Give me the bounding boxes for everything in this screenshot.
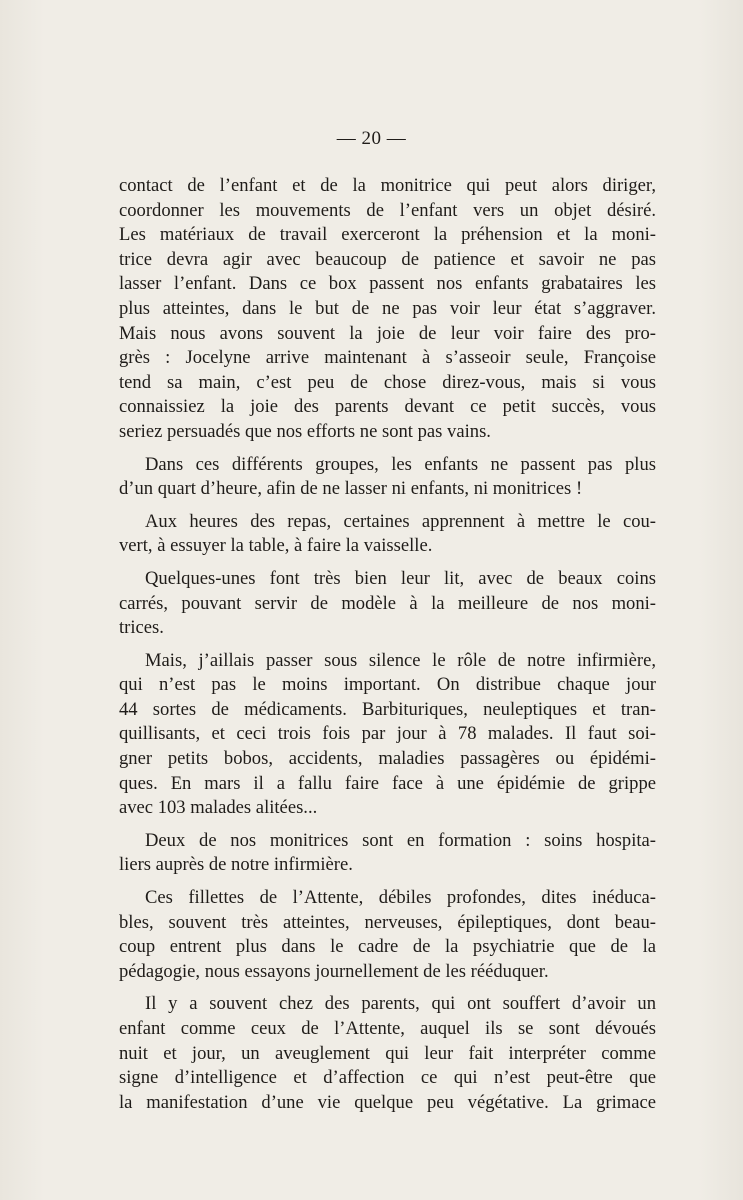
paragraph	[119, 174, 656, 445]
text-line: signe d’intelligence et d’affection ce qui n’est peut-être que	[119, 1067, 656, 1089]
text-line: vert, à essuyer la table, à faire la vaisselle.	[119, 535, 433, 557]
text-line: d’un quart d’heure, afin de ne lasser ni enfants, ni monitrices !	[119, 478, 583, 500]
text-line: tend sa main, c’est peu de chose direz-vous, mais si vous	[119, 371, 656, 393]
text-line: Mais nous avons souvent la joie de leur voir faire des pro-	[119, 322, 656, 344]
text-line: quillisants, et ceci trois fois par jour à 78 malades. Il faut soi-	[119, 723, 656, 745]
paragraph	[119, 510, 656, 559]
text-line: coordonner les mouvements de l’enfant vers un objet désiré.	[119, 199, 656, 221]
text-line: carrés, pouvant servir de modèle à la meilleure de nos moni-	[119, 592, 656, 614]
paragraph	[119, 886, 656, 984]
text-line: Il y a souvent chez des parents, qui ont souffert d’avoir un	[145, 993, 656, 1015]
text-line: lasser l’enfant. Dans ce box passent nos enfants grabataires les	[119, 273, 656, 295]
paragraph	[119, 453, 656, 502]
page-number: — 20 —	[336, 128, 407, 149]
paragraph	[119, 567, 656, 641]
text-line: connaissiez la joie des parents devant ce petit succès, vous	[119, 396, 656, 418]
text-line: qui n’est pas le moins important. On distribue chaque jour	[119, 674, 656, 696]
paragraph	[119, 829, 656, 878]
paragraph	[119, 992, 656, 1115]
text-line: grès : Jocelyne arrive maintenant à s’asseoir seule, Françoise	[119, 347, 656, 369]
text-line: nuit et jour, un aveuglement qui leur fait interpréter comme	[119, 1042, 656, 1064]
text-line: avec 103 malades alitées...	[119, 797, 318, 819]
text-line: coup entrent plus dans le cadre de la psychiatrie que de la	[119, 936, 656, 958]
text-line: 44 sortes de médicaments. Barbituriques, neuleptiques et tran-	[119, 698, 656, 720]
text-line: Mais, j’aillais passer sous silence le rôle de notre infirmière,	[145, 649, 656, 671]
body-text	[119, 174, 656, 1123]
text-line: Aux heures des repas, certaines apprennent à mettre le cou-	[145, 510, 656, 532]
text-line: seriez persuadés que nos efforts ne sont pas vains.	[119, 420, 491, 442]
text-line: trices.	[119, 617, 164, 639]
text-line: Quelques-unes font très bien leur lit, avec de beaux coins	[145, 567, 656, 589]
text-line: contact de l’enfant et de la monitrice qui peut alors diriger,	[119, 175, 656, 196]
text-line: trice devra agir avec beaucoup de patience et savoir ne pas	[119, 248, 656, 270]
text-line: la manifestation d’une vie quelque peu végétative. La grimace	[119, 1091, 656, 1113]
text-line: plus atteintes, dans le but de ne pas voir leur état s’aggraver.	[119, 297, 656, 319]
text-line: Dans ces différents groupes, les enfants ne passent pas plus	[145, 453, 656, 475]
text-line: Deux de nos monitrices sont en formation : soins hospita-	[145, 829, 656, 851]
text-line: enfant comme ceux de l’Attente, auquel ils se sont dévoués	[119, 1018, 656, 1039]
text-line: pédagogie, nous essayons journellement de les rééduquer.	[119, 960, 549, 982]
text-line: Ces fillettes de l’Attente, débiles profondes, dites inéduca-	[145, 887, 656, 909]
text-line: ques. En mars il a fallu faire face à une épidémie de grippe	[119, 772, 656, 794]
text-line: bles, souvent très atteintes, nerveuses, épileptiques, dont beau-	[119, 911, 656, 933]
text-line: gner petits bobos, accidents, maladies passagères ou épidémi-	[119, 748, 656, 770]
paragraph	[119, 649, 656, 821]
text-line: Les matériaux de travail exerceront la préhension et la moni-	[119, 224, 656, 246]
text-line: liers auprès de notre infirmière.	[119, 854, 353, 876]
